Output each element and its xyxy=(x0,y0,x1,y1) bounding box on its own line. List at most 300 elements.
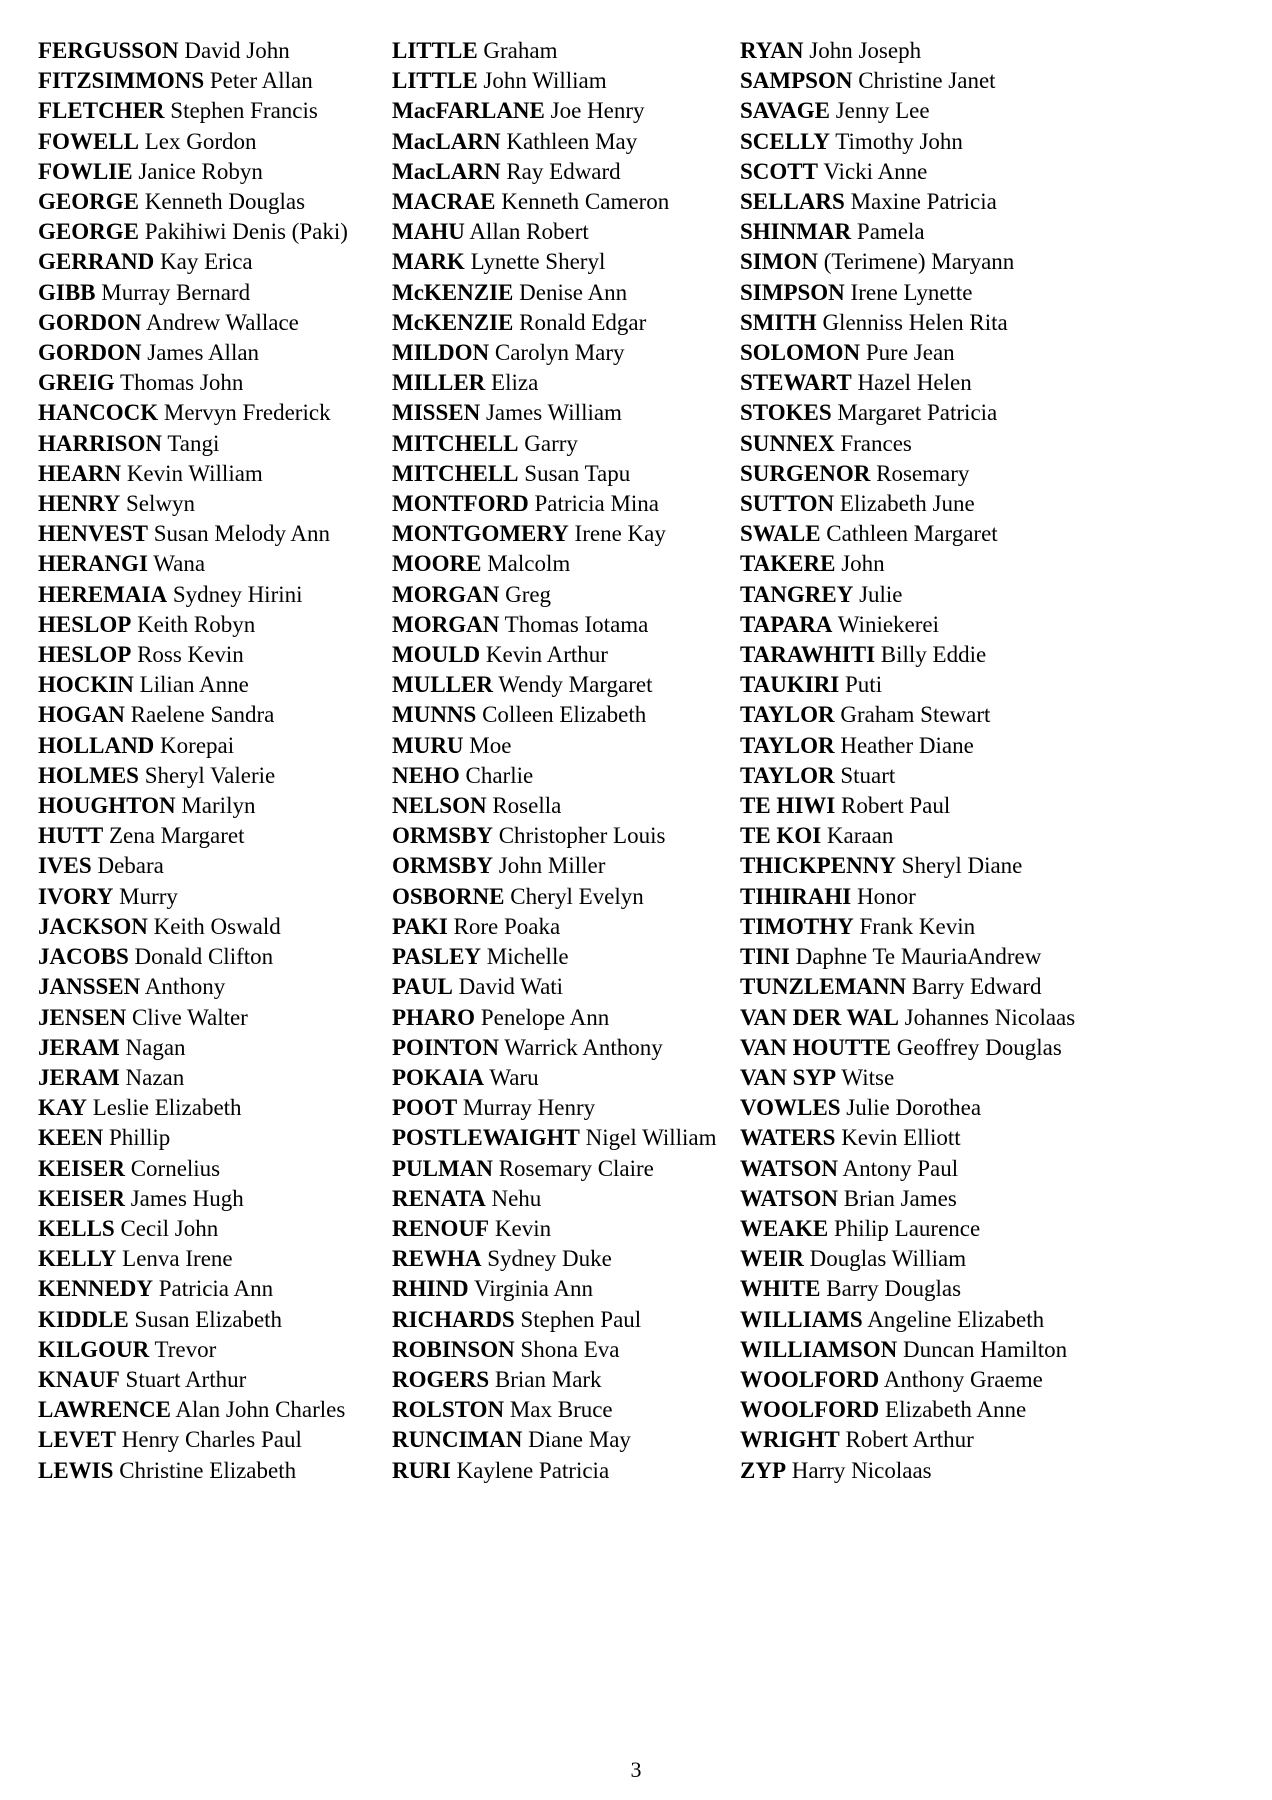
surname-text: PAKI xyxy=(392,913,448,939)
surname-text: KAY xyxy=(38,1095,87,1121)
list-item xyxy=(740,791,1075,821)
surname-text: REWHA xyxy=(392,1246,482,1272)
surname-text: TAKERE xyxy=(740,551,836,577)
list-item xyxy=(392,338,717,368)
list-item xyxy=(392,66,717,96)
list-item xyxy=(38,459,348,489)
surname-text: POSTLEWAIGHT xyxy=(392,1125,580,1151)
given-names-text: Billy Eddie xyxy=(880,642,987,668)
given-names-text: Christine Elizabeth xyxy=(119,1457,297,1483)
list-item xyxy=(38,1093,348,1123)
list-item xyxy=(38,398,348,428)
list-item xyxy=(392,640,717,670)
list-item xyxy=(392,761,717,791)
given-names-text: James Hugh xyxy=(130,1185,244,1211)
list-item xyxy=(740,36,1075,66)
list-item xyxy=(740,217,1075,247)
list-item xyxy=(392,549,717,579)
surname-text: TAPARA xyxy=(740,611,833,637)
surname-text: FLETCHER xyxy=(38,98,165,124)
surname-text: LEWIS xyxy=(38,1457,114,1483)
surname-text: LAWRENCE xyxy=(38,1397,171,1423)
list-item xyxy=(740,882,1075,912)
given-names-text: John Joseph xyxy=(809,38,922,63)
given-names-text: Cecil John xyxy=(120,1215,219,1241)
given-names-text: Shona Eva xyxy=(520,1336,620,1362)
list-item xyxy=(740,580,1075,610)
surname-text: ROBINSON xyxy=(392,1336,515,1362)
surname-text: HERANGI xyxy=(38,551,148,577)
surname-text: KIDDLE xyxy=(38,1306,129,1332)
given-names-text: Sydney Duke xyxy=(487,1246,612,1272)
list-item xyxy=(392,851,717,881)
list-item xyxy=(740,1214,1075,1244)
surname-text: RENATA xyxy=(392,1185,486,1211)
list-item xyxy=(392,942,717,972)
list-item xyxy=(392,1003,717,1033)
list-item xyxy=(38,429,348,459)
list-item xyxy=(740,731,1075,761)
surname-text: MISSEN xyxy=(392,400,481,426)
surname-text: GORDON xyxy=(38,309,142,335)
list-item xyxy=(392,580,717,610)
list-item xyxy=(392,398,717,428)
given-names-text: John Miller xyxy=(498,853,606,879)
surname-text: STOKES xyxy=(740,400,832,426)
surname-text: FITZSIMMONS xyxy=(38,68,205,94)
list-item xyxy=(392,489,717,519)
surname-text: JACKSON xyxy=(38,913,148,939)
given-names-text: Graham Stewart xyxy=(840,702,991,728)
given-names-text: Marilyn xyxy=(181,793,256,819)
surname-text: MURU xyxy=(392,732,464,758)
surname-text: HEREMAIA xyxy=(38,581,168,607)
list-item xyxy=(740,368,1075,398)
list-item xyxy=(740,459,1075,489)
surname-text: JENSEN xyxy=(38,1004,127,1030)
list-item xyxy=(392,127,717,157)
list-item xyxy=(392,1033,717,1063)
given-names-text: Denise Ann xyxy=(519,279,628,305)
list-item xyxy=(38,217,348,247)
surname-text: HOCKIN xyxy=(38,672,134,698)
given-names-text: Colleen Elizabeth xyxy=(482,702,647,728)
list-item xyxy=(392,731,717,761)
given-names-text: Heather Diane xyxy=(840,732,974,758)
surname-text: FOWELL xyxy=(38,128,139,154)
given-names-text: Moe xyxy=(469,732,512,758)
given-names-text: Max Bruce xyxy=(509,1397,613,1423)
list-item xyxy=(38,1274,348,1304)
surname-text: SCELLY xyxy=(740,128,830,154)
surname-text: TANGREY xyxy=(740,581,854,607)
list-item xyxy=(38,1244,348,1274)
name-column-middle xyxy=(392,36,717,1486)
surname-text: GORDON xyxy=(38,340,142,366)
surname-text: OSBORNE xyxy=(392,883,505,909)
given-names-text: Kaylene Patricia xyxy=(456,1457,610,1483)
surname-text: GERRAND xyxy=(38,249,155,275)
list-item xyxy=(392,670,717,700)
given-names-text: Rosella xyxy=(492,793,562,819)
given-names-text: Wana xyxy=(153,551,206,577)
given-names-text: Robert Arthur xyxy=(845,1427,974,1453)
surname-text: TAUKIRI xyxy=(740,672,840,698)
list-item xyxy=(38,1456,348,1486)
surname-text: MacFARLANE xyxy=(392,98,545,124)
list-item xyxy=(38,489,348,519)
given-names-text: Philip Laurence xyxy=(833,1215,981,1241)
given-names-text: Stephen Francis xyxy=(170,98,318,124)
list-item xyxy=(38,1063,348,1093)
list-item xyxy=(392,96,717,126)
given-names-text: Nehu xyxy=(491,1185,542,1211)
surname-text: TE KOI xyxy=(740,823,822,849)
given-names-text: Donald Clifton xyxy=(134,944,274,970)
list-item xyxy=(740,851,1075,881)
given-names-text: Christine Janet xyxy=(858,68,996,94)
surname-text: KNAUF xyxy=(38,1366,120,1392)
given-names-text: Stuart Arthur xyxy=(125,1366,247,1392)
given-names-text: Susan Elizabeth xyxy=(134,1306,283,1332)
surname-text: MOORE xyxy=(392,551,482,577)
list-item xyxy=(392,429,717,459)
surname-text: TAYLOR xyxy=(740,702,835,728)
list-item xyxy=(740,912,1075,942)
given-names-text: Carolyn Mary xyxy=(494,340,625,366)
given-names-text: Duncan Hamilton xyxy=(902,1336,1068,1362)
given-names-text: John xyxy=(841,551,885,577)
given-names-text: Zena Margaret xyxy=(108,823,245,849)
surname-text: GEORGE xyxy=(38,219,139,245)
surname-text: MILLER xyxy=(392,370,486,396)
list-item xyxy=(38,1305,348,1335)
given-names-text: Rosemary Claire xyxy=(498,1155,654,1181)
given-names-text: Selwyn xyxy=(126,491,196,517)
given-names-text: Warrick Anthony xyxy=(504,1034,663,1060)
surname-text: RURI xyxy=(392,1457,451,1483)
list-item xyxy=(392,1274,717,1304)
given-names-text: Angeline Elizabeth xyxy=(867,1306,1045,1332)
given-names-text: Anthony xyxy=(144,974,226,1000)
list-item xyxy=(740,66,1075,96)
list-item xyxy=(38,761,348,791)
surname-text: MacLARN xyxy=(392,158,501,184)
surname-text: PAUL xyxy=(392,974,453,1000)
surname-text: WHITE xyxy=(740,1276,821,1302)
given-names-text: Kenneth Douglas xyxy=(144,189,306,215)
list-item xyxy=(740,670,1075,700)
surname-text: KEEN xyxy=(38,1125,104,1151)
surname-text: SIMON xyxy=(740,249,818,275)
page-number: 3 xyxy=(630,1757,642,1782)
given-names-text: Kevin Arthur xyxy=(485,642,608,668)
given-names-text: Cheryl Evelyn xyxy=(510,883,644,909)
given-names-text: (Terimene) Maryann xyxy=(823,249,1015,275)
surname-text: PHARO xyxy=(392,1004,476,1030)
given-names-text: Patricia Mina xyxy=(534,491,660,517)
surname-text: MOULD xyxy=(392,642,481,668)
surname-text: WOOLFORD xyxy=(740,1397,880,1423)
surname-text: HOLLAND xyxy=(38,732,155,758)
list-item xyxy=(38,580,348,610)
given-names-text: Pakihiwi Denis (Paki) xyxy=(144,219,348,245)
given-names-text: Rore Poaka xyxy=(453,913,561,939)
list-item xyxy=(38,670,348,700)
given-names-text: Tangi xyxy=(167,430,220,456)
surname-text: WEAKE xyxy=(740,1215,829,1241)
list-item xyxy=(740,127,1075,157)
given-names-text: Elizabeth Anne xyxy=(885,1397,1027,1423)
given-names-text: Nagan xyxy=(125,1034,186,1060)
surname-text: HANCOCK xyxy=(38,400,159,426)
given-names-text: Keith Oswald xyxy=(153,913,281,939)
list-item xyxy=(38,308,348,338)
list-item xyxy=(392,972,717,1002)
given-names-text: Lex Gordon xyxy=(144,128,257,154)
list-item xyxy=(38,942,348,972)
surname-text: WATSON xyxy=(740,1185,838,1211)
list-item xyxy=(740,489,1075,519)
surname-text: MACRAE xyxy=(392,189,496,215)
surname-text: JANSSEN xyxy=(38,974,141,1000)
given-names-text: Geoffrey Douglas xyxy=(896,1034,1062,1060)
given-names-text: Cathleen Margaret xyxy=(826,521,998,547)
surname-text: WOOLFORD xyxy=(740,1366,880,1392)
surname-text: VAN DER WAL xyxy=(740,1004,899,1030)
surname-text: ORMSBY xyxy=(392,823,493,849)
given-names-text: Greg xyxy=(505,581,552,607)
list-item xyxy=(740,821,1075,851)
list-item xyxy=(38,66,348,96)
list-item xyxy=(38,851,348,881)
given-names-text: Sheryl Valerie xyxy=(144,762,276,788)
surname-text: SAVAGE xyxy=(740,98,830,124)
given-names-text: Joe Henry xyxy=(550,98,645,124)
list-item xyxy=(38,700,348,730)
surname-text: JERAM xyxy=(38,1034,120,1060)
list-item xyxy=(740,761,1075,791)
list-item xyxy=(38,278,348,308)
given-names-text: Karaan xyxy=(826,823,894,849)
given-names-text: Sydney Hirini xyxy=(172,581,303,607)
surname-text: TARAWHITI xyxy=(740,642,876,668)
surname-text: KEISER xyxy=(38,1155,125,1181)
given-names-text: Trevor xyxy=(154,1336,217,1362)
given-names-text: Lynette Sheryl xyxy=(470,249,606,275)
list-item xyxy=(740,1305,1075,1335)
given-names-text: Michelle xyxy=(486,944,569,970)
surname-text: HARRISON xyxy=(38,430,162,456)
given-names-text: Lenva Irene xyxy=(122,1246,233,1272)
given-names-text: Korepai xyxy=(160,732,235,758)
list-item xyxy=(740,1365,1075,1395)
list-item xyxy=(38,1123,348,1153)
list-item xyxy=(392,882,717,912)
given-names-text: Phillip xyxy=(108,1125,171,1151)
given-names-text: Kevin William xyxy=(126,460,263,486)
given-names-text: Stuart xyxy=(840,762,896,788)
given-names-text: Julie Dorothea xyxy=(846,1095,982,1121)
list-item xyxy=(392,36,717,66)
surname-text: NELSON xyxy=(392,793,487,819)
given-names-text: Wendy Margaret xyxy=(498,672,653,698)
surname-text: WILLIAMSON xyxy=(740,1336,898,1362)
given-names-text: Mervyn Frederick xyxy=(163,400,331,426)
surname-text: GEORGE xyxy=(38,189,139,215)
list-item xyxy=(392,278,717,308)
list-item xyxy=(38,610,348,640)
surname-text: SUNNEX xyxy=(740,430,835,456)
given-names-text: Timothy John xyxy=(835,128,963,154)
surname-text: RYAN xyxy=(740,38,804,63)
list-item xyxy=(38,1335,348,1365)
given-names-text: Barry Douglas xyxy=(826,1276,962,1302)
list-item xyxy=(38,1154,348,1184)
given-names-text: Margaret Patricia xyxy=(837,400,998,426)
surname-text: MULLER xyxy=(392,672,493,698)
surname-text: LITTLE xyxy=(392,38,478,63)
surname-text: HOLMES xyxy=(38,762,139,788)
given-names-text: Julie xyxy=(859,581,903,607)
surname-text: VOWLES xyxy=(740,1095,841,1121)
given-names-text: David John xyxy=(184,38,290,63)
surname-text: SCOTT xyxy=(740,158,818,184)
given-names-text: Murray Henry xyxy=(462,1095,596,1121)
given-names-text: Kevin xyxy=(494,1215,552,1241)
given-names-text: Nazan xyxy=(125,1064,185,1090)
surname-text: MITCHELL xyxy=(392,430,519,456)
given-names-text: Kenneth Cameron xyxy=(501,189,670,215)
list-item xyxy=(392,1154,717,1184)
surname-text: NEHO xyxy=(392,762,460,788)
surname-text: JACOBS xyxy=(38,944,129,970)
given-names-text: Irene Lynette xyxy=(850,279,973,305)
surname-text: KILGOUR xyxy=(38,1336,150,1362)
list-item xyxy=(740,1274,1075,1304)
surname-text: KELLS xyxy=(38,1215,115,1241)
surname-text: THICKPENNY xyxy=(740,853,896,879)
surname-text: JERAM xyxy=(38,1064,120,1090)
given-names-text: Brian James xyxy=(843,1185,957,1211)
given-names-text: Christopher Louis xyxy=(498,823,666,849)
surname-text: WATSON xyxy=(740,1155,838,1181)
surname-text: KELLY xyxy=(38,1246,117,1272)
surname-text: IVORY xyxy=(38,883,114,909)
surname-text: WEIR xyxy=(740,1246,804,1272)
surname-text: MORGAN xyxy=(392,611,500,637)
list-item xyxy=(38,1184,348,1214)
given-names-text: Henry Charles Paul xyxy=(121,1427,302,1453)
given-names-text: Allan Robert xyxy=(469,219,589,245)
surname-text: HOGAN xyxy=(38,702,125,728)
surname-text: RHIND xyxy=(392,1276,469,1302)
given-names-text: Glenniss Helen Rita xyxy=(822,309,1008,335)
given-names-text: Maxine Patricia xyxy=(850,189,997,215)
surname-text: TIMOTHY xyxy=(740,913,854,939)
list-item xyxy=(38,247,348,277)
list-item xyxy=(38,549,348,579)
surname-text: MacLARN xyxy=(392,128,501,154)
list-item xyxy=(392,217,717,247)
given-names-text: Jenny Lee xyxy=(835,98,930,124)
list-item xyxy=(38,882,348,912)
surname-text: SURGENOR xyxy=(740,460,871,486)
given-names-text: Debara xyxy=(97,853,164,879)
surname-text: FOWLIE xyxy=(38,158,133,184)
list-item xyxy=(740,247,1075,277)
surname-text: GREIG xyxy=(38,370,115,396)
list-item xyxy=(740,519,1075,549)
list-item xyxy=(392,1214,717,1244)
given-names-text: Irene Kay xyxy=(574,521,666,547)
list-item xyxy=(740,1456,1075,1486)
given-names-text: Keith Robyn xyxy=(137,611,256,637)
list-item xyxy=(392,1305,717,1335)
given-names-text: Charlie xyxy=(465,762,534,788)
given-names-text: Eliza xyxy=(491,370,539,396)
given-names-text: John William xyxy=(483,68,607,94)
list-item xyxy=(38,1365,348,1395)
list-item xyxy=(392,1244,717,1274)
surname-text: LEVET xyxy=(38,1427,116,1453)
given-names-text: Andrew Wallace xyxy=(145,309,299,335)
surname-text: HEARN xyxy=(38,460,122,486)
given-names-text: Nigel William xyxy=(585,1125,717,1151)
list-item xyxy=(392,459,717,489)
surname-text: HOUGHTON xyxy=(38,793,176,819)
surname-text: MAHU xyxy=(392,219,465,245)
surname-text: RICHARDS xyxy=(392,1306,515,1332)
surname-text: STEWART xyxy=(740,370,852,396)
given-names-text: Johannes Nicolaas xyxy=(904,1004,1076,1030)
given-names-text: Graham xyxy=(483,38,558,63)
surname-text: WRIGHT xyxy=(740,1427,840,1453)
surname-text: TAYLOR xyxy=(740,762,835,788)
surname-text: RUNCIMAN xyxy=(392,1427,523,1453)
list-item xyxy=(740,96,1075,126)
list-item xyxy=(740,187,1075,217)
surname-text: McKENZIE xyxy=(392,309,514,335)
list-item xyxy=(392,821,717,851)
given-names-text: Thomas Iotama xyxy=(504,611,649,637)
given-names-text: Barry Edward xyxy=(911,974,1042,1000)
list-item xyxy=(38,187,348,217)
given-names-text: Robert Paul xyxy=(840,793,951,819)
surname-text: ROLSTON xyxy=(392,1397,505,1423)
list-item xyxy=(740,549,1075,579)
surname-text: LITTLE xyxy=(392,68,478,94)
given-names-text: Waru xyxy=(489,1064,539,1090)
list-item xyxy=(392,610,717,640)
list-item xyxy=(392,1425,717,1455)
list-item xyxy=(38,1395,348,1425)
surname-text: TINI xyxy=(740,944,790,970)
list-item xyxy=(38,821,348,851)
list-item xyxy=(392,700,717,730)
given-names-text: Peter Allan xyxy=(209,68,313,94)
given-names-text: Murray Bernard xyxy=(101,279,251,305)
list-item xyxy=(392,308,717,338)
surname-text: VAN HOUTTE xyxy=(740,1034,892,1060)
surname-text: ORMSBY xyxy=(392,853,493,879)
list-item xyxy=(38,368,348,398)
name-column-right xyxy=(740,36,1075,1486)
list-item xyxy=(392,519,717,549)
list-item xyxy=(740,972,1075,1002)
list-item xyxy=(392,1365,717,1395)
surname-text: HENVEST xyxy=(38,521,148,547)
